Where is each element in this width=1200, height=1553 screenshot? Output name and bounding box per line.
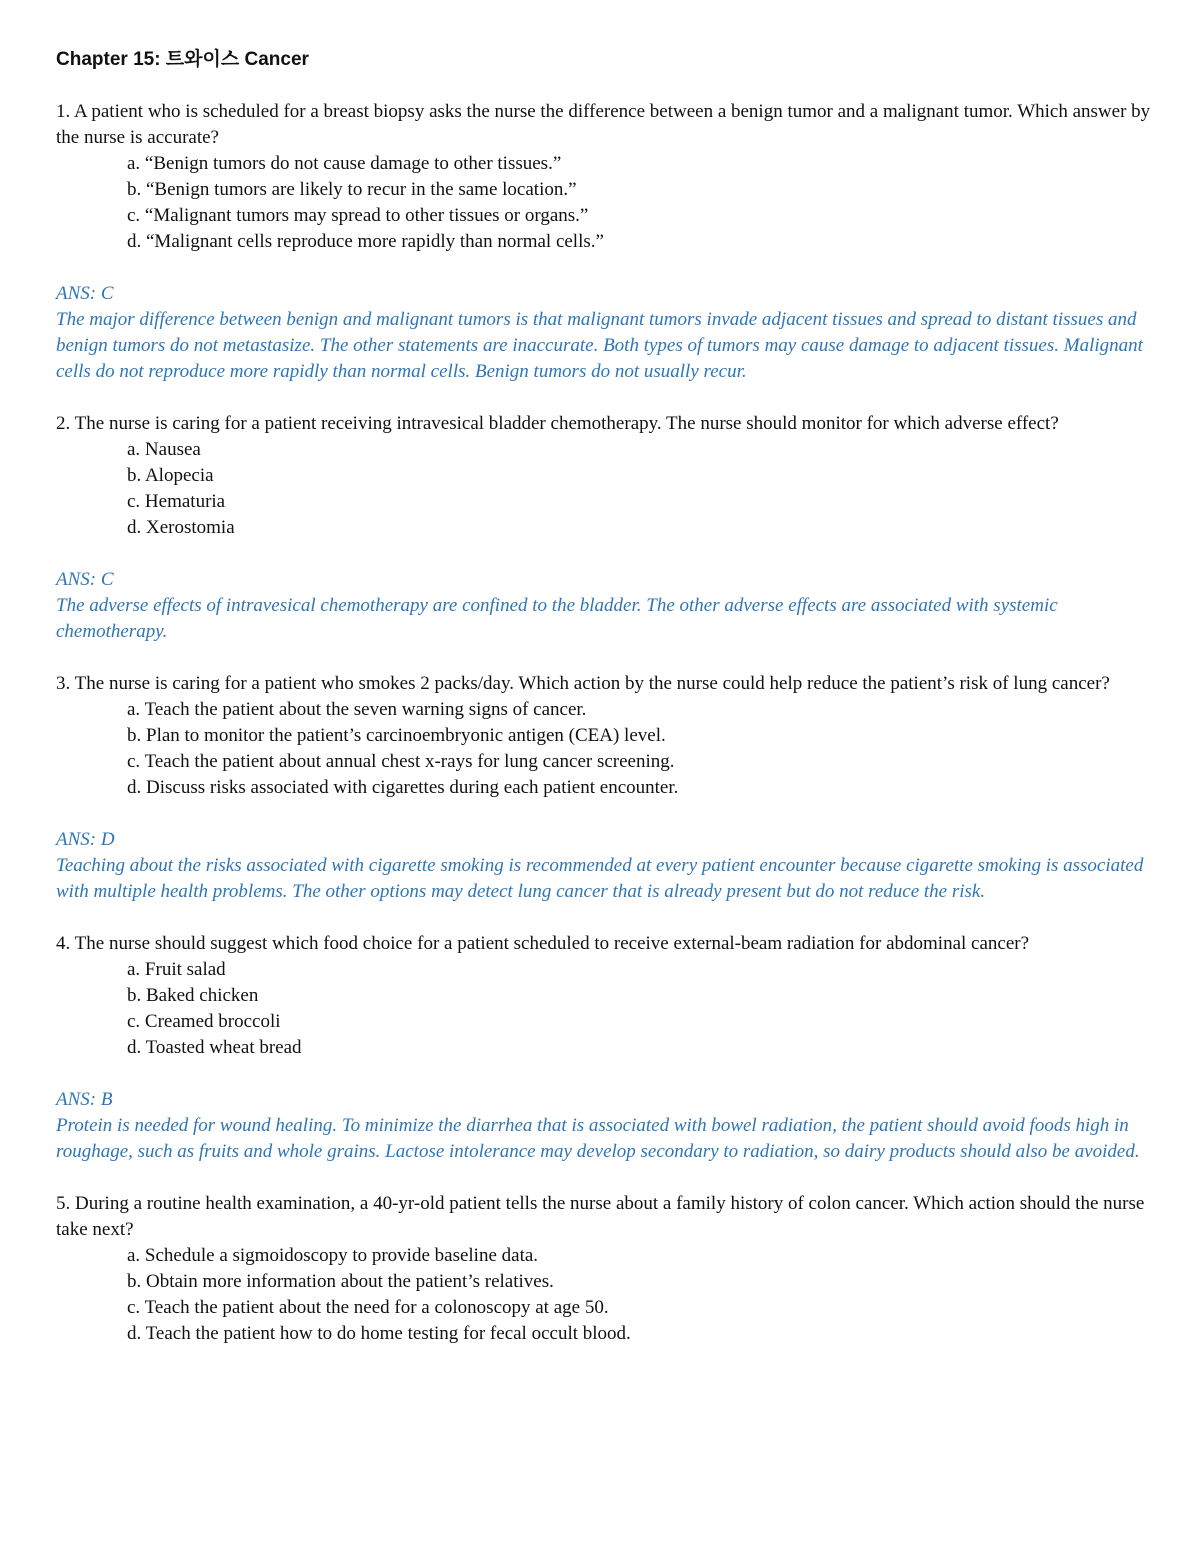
answer-option: c. Creamed broccoli (127, 1011, 281, 1032)
answer-options (56, 697, 1156, 801)
answer-option: b. Plan to monitor the patient’s carcinoembryonic antigen (CEA) level. (127, 725, 666, 746)
question-list (56, 99, 1156, 1347)
document-page (56, 47, 1156, 1347)
answer-option: c. “Malignant tumors may spread to other tissues or organs.” (127, 205, 589, 226)
answer-key: ANS: B (56, 1089, 113, 1110)
answer-rationale-block (56, 567, 1156, 645)
answer-rationale-block (56, 1087, 1156, 1165)
answer-rationale: The adverse effects of intravesical chemotherapy are confined to the bladder. The other adverse effects are associated with systemic chemotherapy. (56, 595, 1058, 642)
question-stem: 2. The nurse is caring for a patient receiving intravesical bladder chemotherapy. The nurse should monitor for which adverse effect? (56, 413, 1059, 434)
question-block (56, 411, 1156, 645)
answer-rationale-block (56, 827, 1156, 905)
answer-option: a. Teach the patient about the seven warning signs of cancer. (127, 699, 587, 720)
answer-option: c. Hematuria (127, 491, 226, 512)
answer-option: d. Xerostomia (127, 517, 235, 538)
answer-rationale: Teaching about the risks associated with cigarette smoking is recommended at every patient encounter because cigarette smoking is associated with multiple health problems. The other options may detect lung cancer that is already present but do not reduce the risk. (56, 855, 1144, 902)
question-block (56, 931, 1156, 1165)
question-stem: 1. A patient who is scheduled for a breast biopsy asks the nurse the difference between a benign tumor and a malignant tumor. Which answer by the nurse is accurate? (56, 101, 1151, 148)
answer-option: a. “Benign tumors do not cause damage to other tissues.” (127, 153, 562, 174)
question-stem: 5. During a routine health examination, a 40-yr-old patient tells the nurse about a family history of colon cancer. Which action should the nurse take next? (56, 1193, 1145, 1240)
answer-option: b. Baked chicken (127, 985, 259, 1006)
question-stem: 3. The nurse is caring for a patient who smokes 2 packs/day. Which action by the nurse could help reduce the patient’s risk of lung cancer? (56, 673, 1110, 694)
answer-option: b. Alopecia (127, 465, 214, 486)
answer-rationale: Protein is needed for wound healing. To minimize the diarrhea that is associated with bowel radiation, the patient should avoid foods high in roughage, such as fruits and whole grains. Lactose intolerance may develop secondary to radiation, so dairy products should also be avoided. (56, 1115, 1140, 1162)
answer-key: ANS: C (56, 569, 114, 590)
answer-option: c. Teach the patient about annual chest x-rays for lung cancer screening. (127, 751, 675, 772)
question-block (56, 1191, 1156, 1347)
answer-options (56, 151, 1156, 255)
answer-option: a. Nausea (127, 439, 201, 460)
answer-key: ANS: D (56, 829, 115, 850)
answer-option: d. Toasted wheat bread (127, 1037, 302, 1058)
answer-option: d. “Malignant cells reproduce more rapidly than normal cells.” (127, 231, 604, 252)
question-block (56, 671, 1156, 905)
answer-option: d. Discuss risks associated with cigarettes during each patient encounter. (127, 777, 679, 798)
answer-option: d. Teach the patient how to do home testing for fecal occult blood. (127, 1323, 631, 1344)
answer-options (56, 437, 1156, 541)
answer-option: b. “Benign tumors are likely to recur in the same location.” (127, 179, 577, 200)
answer-options (56, 1243, 1156, 1347)
answer-option: c. Teach the patient about the need for a colonoscopy at age 50. (127, 1297, 609, 1318)
answer-option: b. Obtain more information about the patient’s relatives. (127, 1271, 554, 1292)
answer-option: a. Schedule a sigmoidoscopy to provide baseline data. (127, 1245, 539, 1266)
question-block (56, 99, 1156, 385)
question-stem: 4. The nurse should suggest which food choice for a patient scheduled to receive external-beam radiation for abdominal cancer? (56, 933, 1030, 954)
answer-key: ANS: C (56, 283, 114, 304)
answer-options (56, 957, 1156, 1061)
answer-rationale: The major difference between benign and malignant tumors is that malignant tumors invade adjacent tissues and spread to distant tissues and benign tumors do not metastasize. The other statements are inaccurate. Both types of tumors may cause damage to adjacent tissues. Malignant cells do not reproduce more rapidly than normal cells. Benign tumors do not usually recur. (56, 309, 1143, 382)
answer-option: a. Fruit salad (127, 959, 226, 980)
chapter-title: Chapter 15: 트와이스 Cancer (56, 49, 309, 70)
answer-rationale-block (56, 281, 1156, 385)
